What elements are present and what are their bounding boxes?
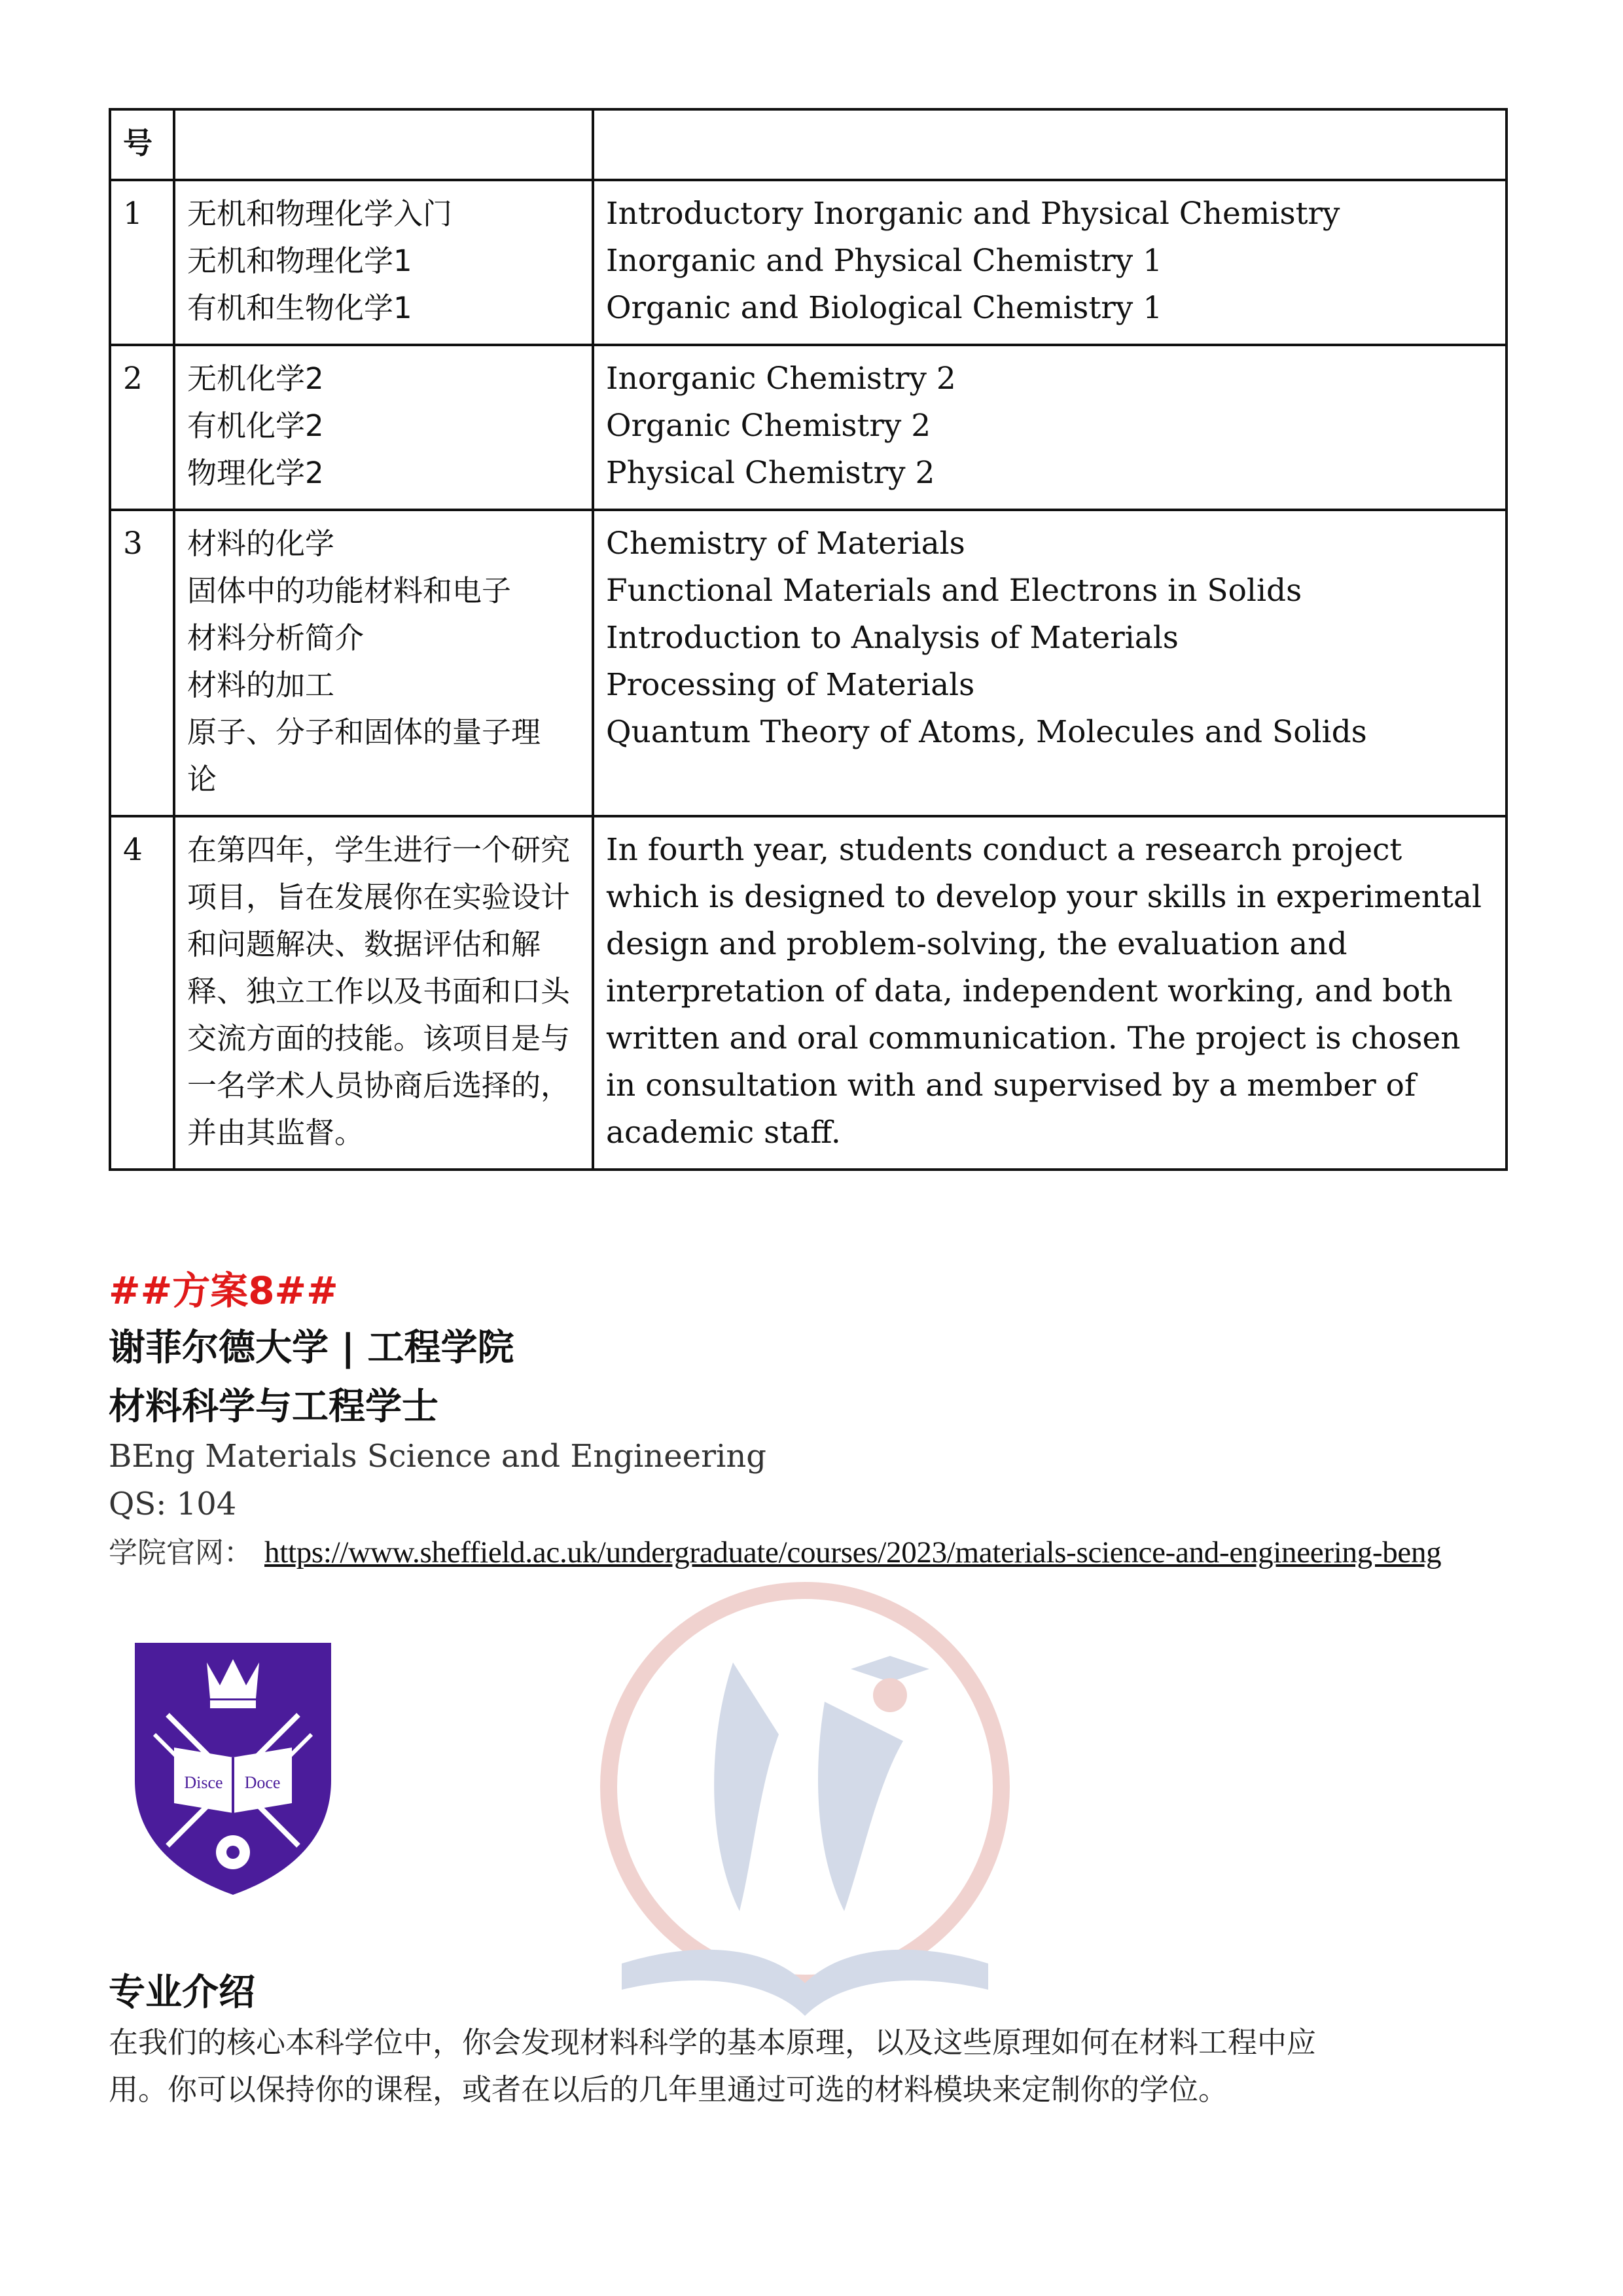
degree-title-chinese: 材料科学与工程学士 (109, 1386, 438, 1428)
modules-chinese (174, 180, 593, 345)
university-crest-logo (128, 1636, 338, 1898)
module-en: Quantum Theory of Atoms, Molecules and Solids (606, 714, 1367, 750)
intro-heading: 专业介绍 (109, 1971, 255, 2014)
modules-english (593, 510, 1507, 816)
crest-motto-left: Disce (184, 1773, 223, 1792)
module-zh: 无机和物理化学1 (187, 243, 412, 278)
module-zh: 物理化学2 (187, 456, 324, 490)
header-cell-english (593, 109, 1507, 180)
header-cell-number: 号 (110, 109, 174, 180)
table-row (110, 345, 1507, 510)
year-number: 1 (110, 180, 174, 345)
table-row (110, 816, 1507, 1170)
watermark-logo (537, 1571, 1073, 2042)
project-text-zh: 在第四年，学生进行一个研究项目，旨在发展你在实验设计和问题解决、数据评估和解释、独立工作以及书面和口头交流方面的技能。该项目是与一名学术人员协商后选择的，并由其监督。 (187, 833, 571, 1150)
module-en: Inorganic Chemistry 2 (606, 361, 956, 397)
module-zh: 无机化学2 (187, 361, 324, 396)
module-en: Organic and Biological Chemistry 1 (606, 290, 1163, 326)
module-zh: 固体中的功能材料和电子 (187, 573, 512, 608)
module-en: Physical Chemistry 2 (606, 455, 935, 491)
module-en: Organic Chemistry 2 (606, 408, 931, 444)
module-zh: 有机化学2 (187, 408, 324, 443)
project-description-english (593, 816, 1507, 1170)
module-zh: 有机和生物化学1 (187, 291, 412, 325)
degree-title-english: BEng Materials Science and Engineering (109, 1438, 767, 1475)
module-zh: 原子、分子和固体的量子理 (187, 715, 541, 749)
scheme-title: ##方案8## (109, 1268, 338, 1313)
university-school: 谢菲尔德大学 | 工程学院 (109, 1327, 514, 1369)
qs-ranking: QS: 104 (109, 1486, 237, 1522)
intro-line: 用。你可以保持你的课程，或者在以后的几年里通过可选的材料模块来定制你的学位。 (109, 2072, 1228, 2107)
header-cell-chinese (174, 109, 593, 180)
module-en: Functional Materials and Electrons in Solids (606, 573, 1302, 609)
crest-motto-right: Doce (244, 1773, 281, 1792)
module-en: Processing of Materials (606, 667, 975, 703)
modules-chinese (174, 510, 593, 816)
year-number: 3 (110, 510, 174, 816)
project-text-en: In fourth year, students conduct a research project which is designed to develop your skills in experimental design and problem-solving, the evaluation and interpretation of data, independent working, and both written and oral communication. The project is chosen in consultation with and supervised by a member of academic staff. (606, 832, 1482, 1151)
table-row (110, 510, 1507, 816)
module-zh: 材料的加工 (187, 668, 335, 702)
year-number: 4 (110, 816, 174, 1170)
project-description-chinese (174, 816, 593, 1170)
module-en: Inorganic and Physical Chemistry 1 (606, 243, 1163, 279)
intro-body (109, 2019, 1516, 2113)
table-header-row (110, 109, 1507, 180)
module-en: Introductory Inorganic and Physical Chemistry (606, 196, 1340, 232)
module-en: Chemistry of Materials (606, 526, 965, 562)
module-zh: 材料分析简介 (187, 620, 365, 655)
module-en: Introduction to Analysis of Materials (606, 620, 1179, 656)
website-row (109, 1529, 1441, 1571)
website-link[interactable]: https://www.sheffield.ac.uk/undergraduate/courses/2023/materials-science-and-engineering-beng (264, 1535, 1442, 1570)
intro-line: 在我们的核心本科学位中，你会发现材料科学的基本原理，以及这些原理如何在材料工程中应 (109, 2025, 1317, 2060)
modules-chinese (174, 345, 593, 510)
website-label: 学院官网： (109, 1536, 253, 1570)
module-zh: 无机和物理化学入门 (187, 196, 453, 231)
modules-english (593, 345, 1507, 510)
table-row (110, 180, 1507, 345)
module-zh: 材料的化学 (187, 526, 335, 561)
module-zh: 论 (187, 762, 217, 797)
course-table (109, 108, 1508, 1171)
modules-english (593, 180, 1507, 345)
year-number: 2 (110, 345, 174, 510)
